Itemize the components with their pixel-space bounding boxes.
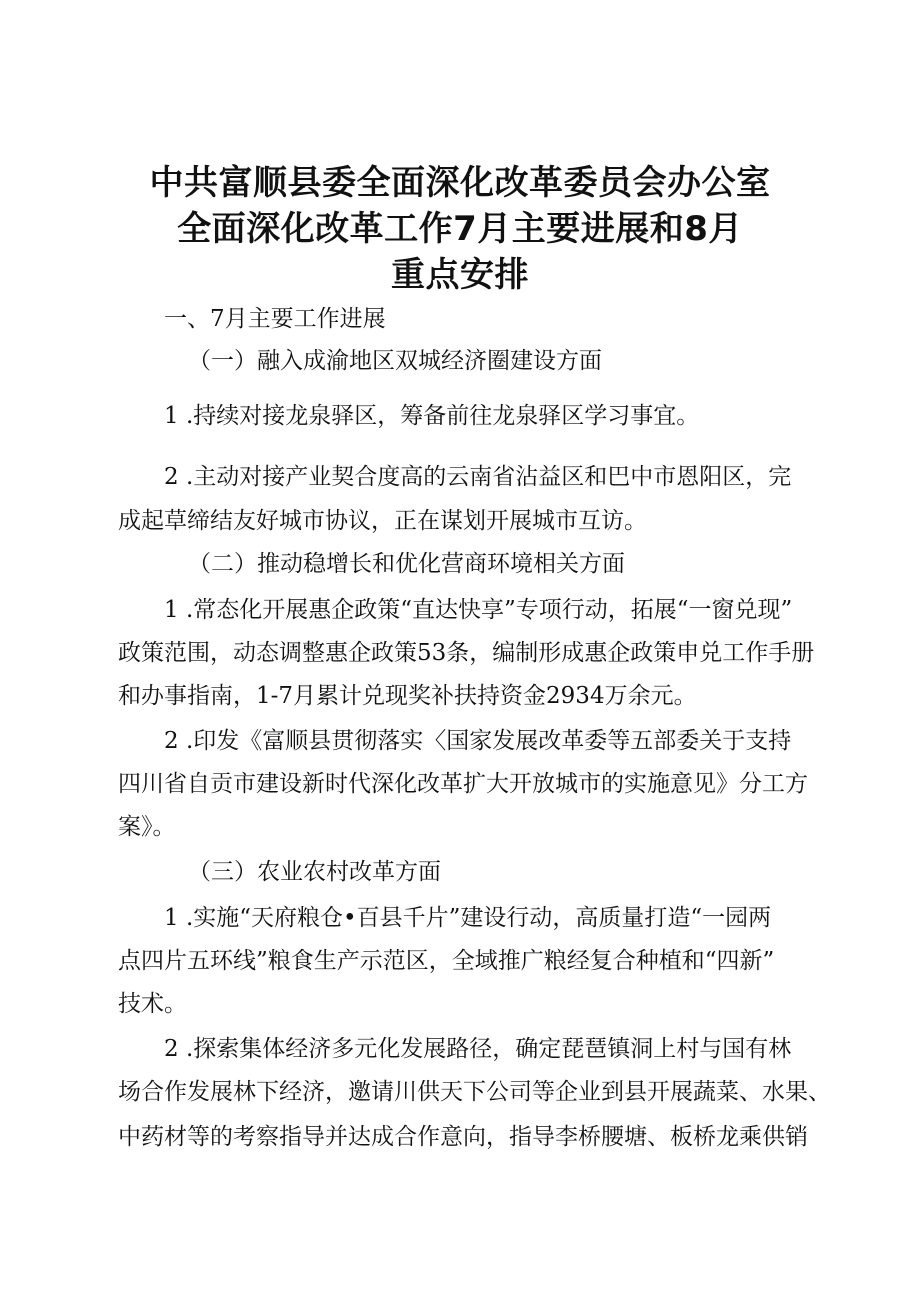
paragraph-line: 2 .印发《富顺县贯彻落实〈国家发展改革委等五部委关于支持 [164, 728, 792, 754]
paragraph-line: 点四片五环线”粮食生产示范区，全域推广粮经复合种植和“四新” [118, 948, 775, 974]
paragraph-line: 1 .持续对接龙泉驿区，筹备前往龙泉驿区学习事宜。 [164, 403, 700, 429]
subsection-heading-chengyu: （一）融入成渝地区双城经济圈建设方面 [188, 348, 602, 374]
paragraph-line: 中药材等的考察指导并达成合作意向，指导李桥腰塘、板桥龙乘供销 [118, 1124, 808, 1150]
paragraph-line: 政策范围，动态调整惠企政策53条，编制形成惠企政策申兑工作手册 [118, 640, 815, 666]
document-title-line-3: 重点安排 [391, 255, 529, 295]
paragraph-line: 2 .探索集体经济多元化发展路径，确定琵琶镇洞上村与国有林 [164, 1036, 792, 1062]
document-title-line-2: 全面深化改革工作7月主要进展和8月 [177, 209, 743, 249]
paragraph-line: 场合作发展林下经济，邀请川供天下公司等企业到县开展蔬菜、水果、 [118, 1079, 831, 1105]
subsection-heading-agriculture: （三）农业农村改革方面 [188, 859, 441, 885]
paragraph-line: 1 .实施“天府粮仓•百县千片”建设行动，高质量打造“一园两 [164, 905, 772, 931]
paragraph-line: 技术。 [118, 991, 187, 1017]
paragraph-line: 1 .常态化开展惠企政策“直达快享”专项行动，拓展“一窗兑现” [164, 597, 793, 623]
subsection-heading-business-environment: （二）推动稳增长和优化营商环境相关方面 [188, 551, 625, 577]
paragraph-line: 成起草缔结友好城市协议，正在谋划开展城市互访。 [118, 508, 647, 534]
section-heading-progress: 一、7月主要工作进展 [164, 306, 386, 332]
paragraph-line: 和办事指南，1-7月累计兑现奖补扶持资金2934万余元。 [118, 683, 697, 709]
paragraph-line: 2 .主动对接产业契合度高的云南省沾益区和巴中市恩阳区，完 [164, 464, 792, 490]
paragraph-line: 案》。 [118, 814, 176, 840]
paragraph-line: 四川省自贡市建设新时代深化改革扩大开放城市的实施意见》分工方 [118, 771, 808, 797]
document-title-line-1: 中共富顺县委全面深化改革委员会办公室 [149, 163, 771, 203]
